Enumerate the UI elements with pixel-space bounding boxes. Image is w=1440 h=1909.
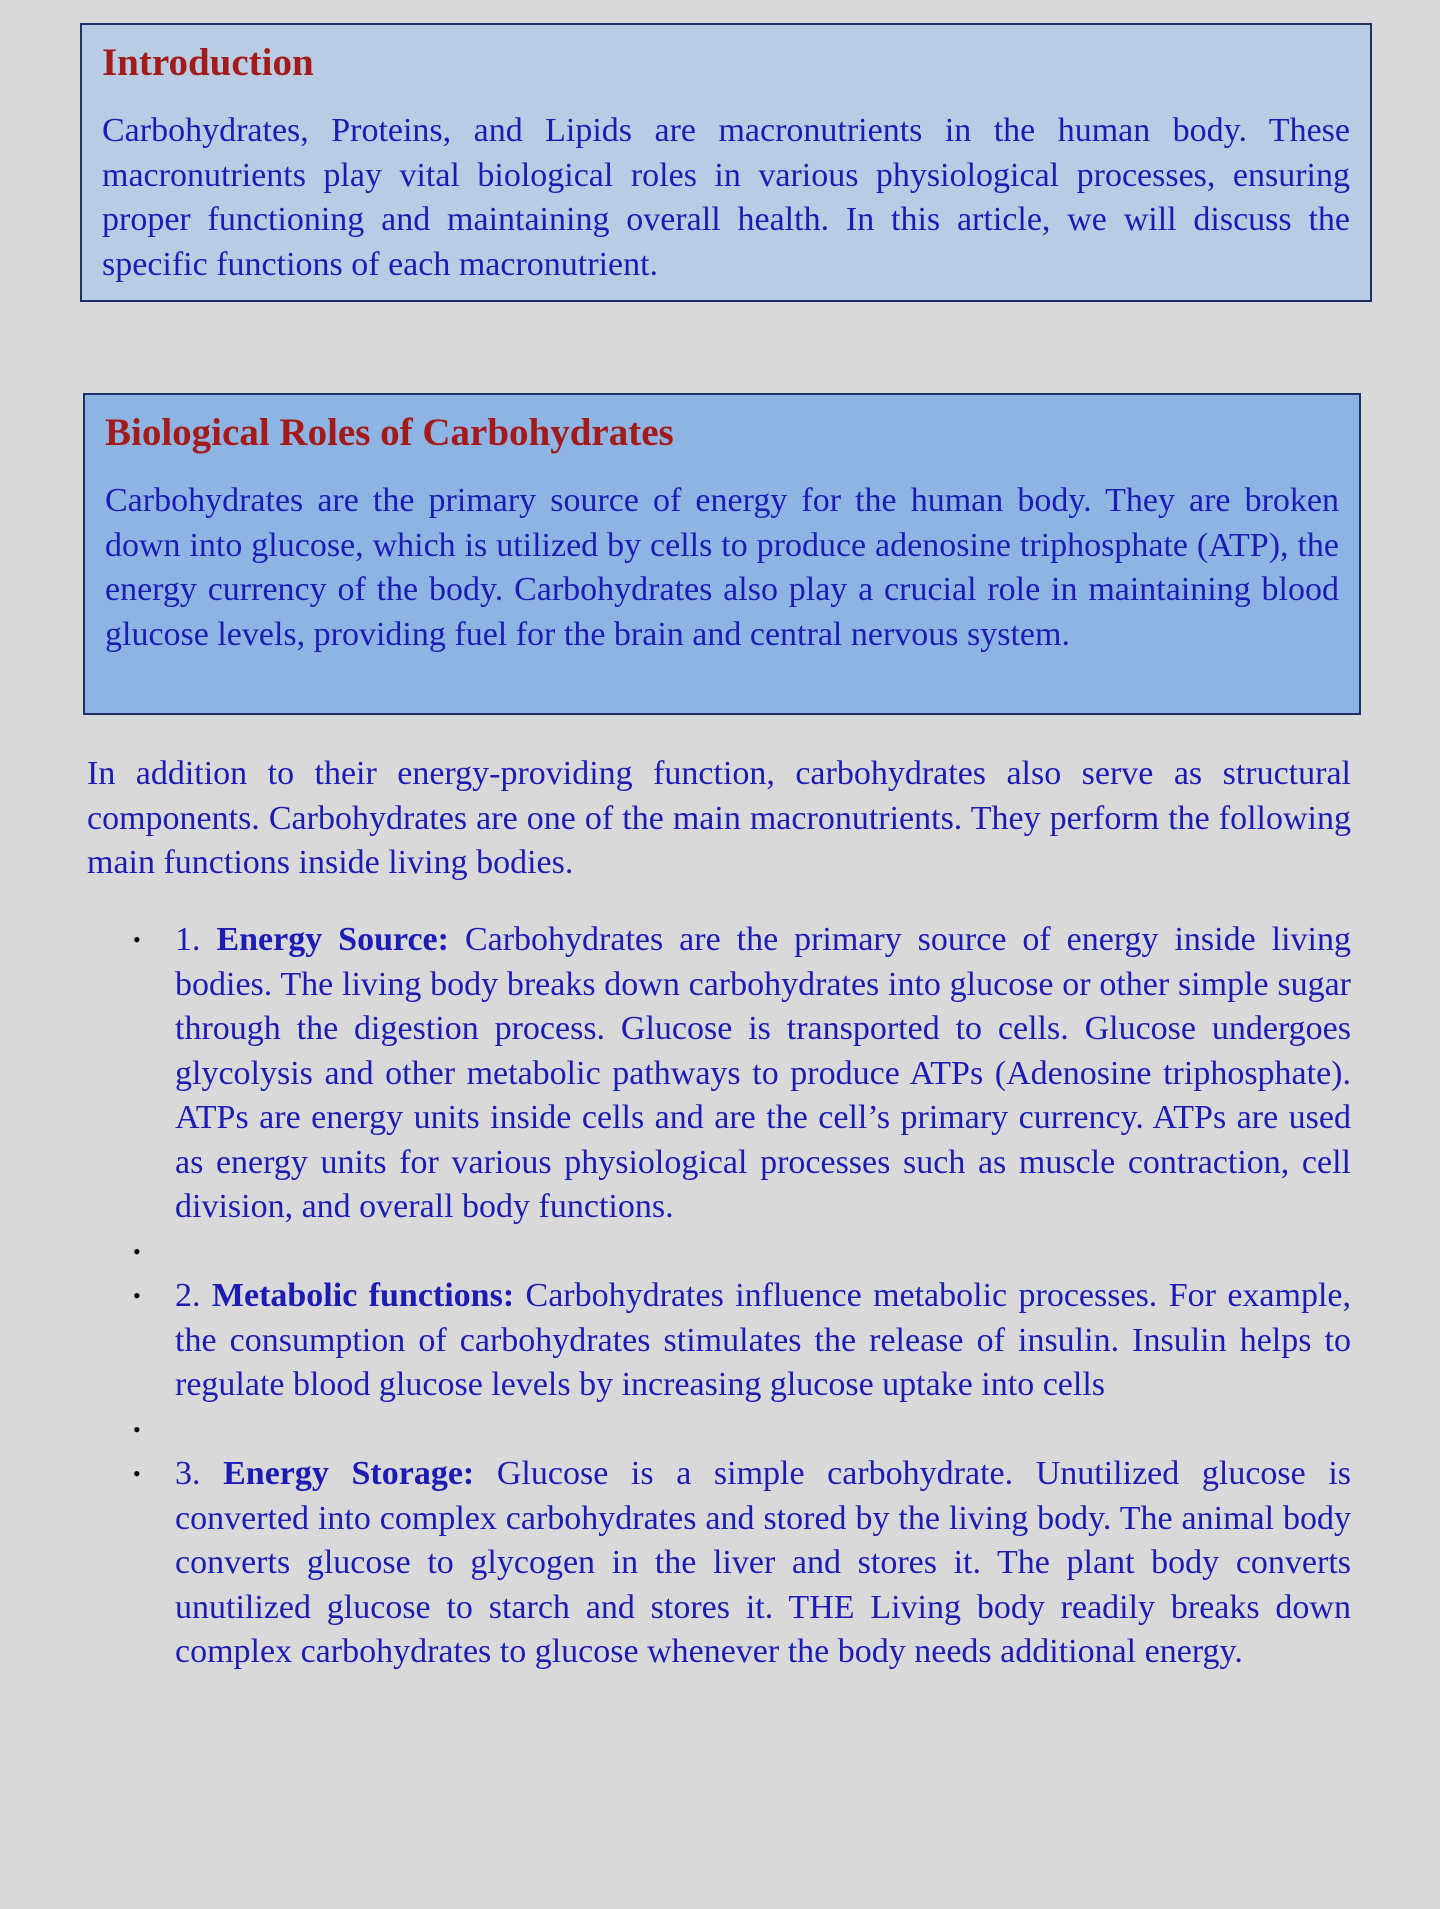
bullet-icon: •: [133, 927, 141, 952]
functions-list: [128, 918, 1351, 1675]
list-item-text: Glucose is a simple carbohydrate. Unutilized glucose is converted into complex carbohydrates and stored by the living body. The animal body converts glucose to glycogen in the liver and stores it. The plant body converts unutilized glucose to starch and stores it. THE Living body readily breaks down complex carbohydrates to glucose whenever the body needs additional energy.: [175, 1455, 1352, 1670]
body-paragraph: In addition to their energy-providing function, carbohydrates also serve as structural components. Carbohydrates are one of the main macronutrients. They perform the following main functions inside living bodies.: [87, 755, 1351, 881]
list-item-energy-storage: [128, 1452, 1351, 1675]
bullet-icon: •: [133, 1416, 141, 1442]
bullet-icon: •: [133, 1283, 141, 1308]
list-item-empty: [128, 1230, 1351, 1275]
carbohydrates-roles-heading: Biological Roles of Carbohydrates: [105, 411, 674, 454]
list-item-title: Metabolic functions:: [211, 1277, 515, 1314]
introduction-box: [80, 23, 1372, 302]
list-item-number: 2.: [175, 1277, 201, 1314]
list-item-text: Carbohydrates are the primary source of energy inside living bodies. The living body breaks down carbohydrates into glucose or other simple sugar through the digestion process. Glucose is transported to cells. Glucose undergoes glycolysis and other metabolic pathways to produce ATPs (Adenosine triphosphate). ATPs are energy units inside cells and are the cell’s primary currency. ATPs are used as energy units for various physiological processes such as muscle contraction, cell division, and overall body functions.: [175, 921, 1351, 1225]
carbohydrates-roles-text: Carbohydrates are the primary source of energy for the human body. They are broken down into glucose, which is utilized by cells to produce adenosine triphosphate (ATP), the energy currency of the body. Carbohydrates also play a crucial role in maintaining blood glucose levels, providing fuel for the brain and central nervous system.: [105, 482, 1339, 653]
list-item-energy-source: [128, 918, 1351, 1230]
bullet-icon: •: [133, 1238, 141, 1264]
introduction-text: Carbohydrates, Proteins, and Lipids are macronutrients in the human body. These macronutrients play vital biological roles in various physiological processes, ensuring proper functioning and maintaining overall health. In this article, we will discuss the specific functions of each macronutrient.: [102, 112, 1350, 283]
list-item-metabolic-functions: [128, 1274, 1351, 1408]
list-item-text: Carbohydrates influence metabolic processes. For example, the consumption of carbohydrates stimulates the release of insulin. Insulin helps to regulate blood glucose levels by increasing glucose uptake into cells: [175, 1277, 1351, 1403]
list-item-number: 3.: [175, 1455, 201, 1492]
carbohydrates-roles-box: [83, 393, 1361, 715]
list-item-empty: [128, 1408, 1351, 1453]
list-item-title: Energy Storage:: [223, 1455, 475, 1492]
bullet-icon: •: [133, 1461, 141, 1486]
list-item-number: 1.: [175, 921, 201, 958]
list-item-title: Energy Source:: [216, 921, 449, 958]
introduction-heading: Introduction: [102, 41, 314, 84]
